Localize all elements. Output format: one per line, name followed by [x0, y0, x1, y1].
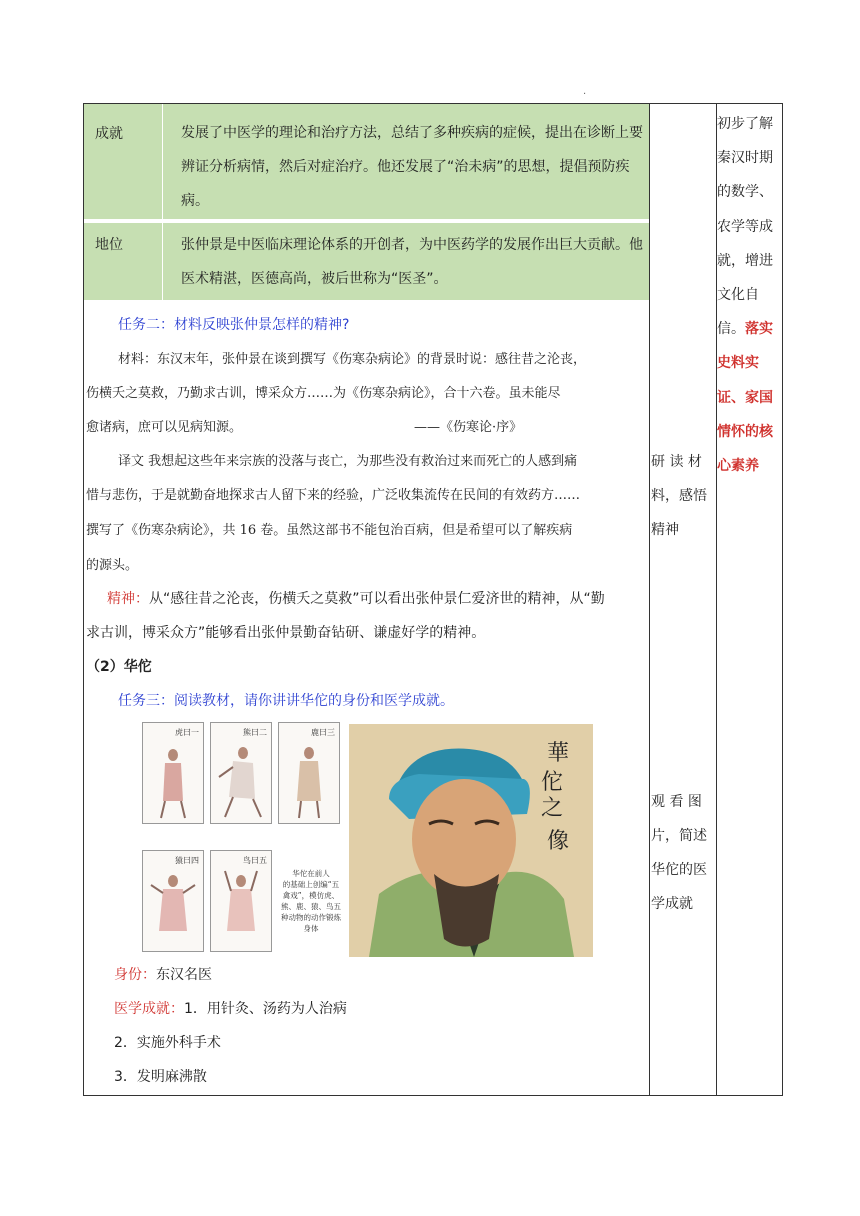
row-text: 张仲景是中医临床理论体系的开创者，为中医药学的发展作出巨大贡献。他医术精湛，医德高尚，被后世称为“医圣”。: [181, 237, 643, 287]
section-heading: （2）华佗: [86, 659, 152, 675]
figure-drawing: [143, 851, 203, 951]
activity-reading: [651, 445, 715, 547]
spirit-label: 精神：: [107, 591, 149, 607]
portrait-title-char: 佗之: [541, 770, 564, 821]
exercise-panel-bird: [210, 850, 272, 952]
achievement-item: 3．发明麻沸散: [114, 1069, 207, 1085]
info-row-achievement: [84, 104, 649, 223]
objective-highlight: 心素养: [717, 458, 759, 475]
activity-line: 华佗的医: [651, 862, 707, 878]
material-line: 材料：东汉末年，张仲景在谈到撰写《伤寒杂病论》的背景时说：感往昔之沦丧，: [118, 352, 587, 367]
figure-drawing: [143, 723, 203, 823]
task3-heading: 任务三：阅读教材，请你讲讲华佗的身份和医学成就。: [118, 693, 454, 709]
translation-line: 惜与悲伤，于是就勤奋地探求古人留下来的经验，广泛收集流传在民间的有效药方……: [86, 488, 581, 503]
activity-line: 研 读 材: [651, 454, 702, 470]
activity-line: 学成就: [651, 896, 693, 912]
panel-caption: 虎曰一: [175, 728, 199, 737]
objective-highlight: 证、家国: [717, 389, 773, 406]
cell-divider: [162, 104, 163, 219]
translation-line: 撰写了《伤寒杂病论》，共 16 卷。虽然这部书不能包治百病，但是希望可以了解疾病: [86, 523, 573, 538]
exercise-panel-tiger: [142, 722, 204, 824]
objective-highlight: 情怀的核: [717, 423, 773, 440]
panel-caption: 猿曰四: [175, 856, 199, 865]
caption-line: 身体: [303, 924, 319, 933]
activity-line: 精神: [651, 522, 679, 538]
material-line: 愈诸病，庶可以见病知源。: [86, 420, 243, 435]
info-row-status: [84, 223, 649, 304]
exercise-panel-bear: [210, 722, 272, 824]
objective-line: 初步了解: [717, 116, 773, 132]
header-dot: .: [583, 86, 587, 97]
translation-line: 的源头。: [86, 558, 139, 573]
portrait-title-char: 華: [547, 741, 570, 766]
achievement-item: 2．实施外科手术: [114, 1035, 221, 1051]
spirit-line: [107, 588, 605, 608]
activity-line: 片，简述: [651, 828, 707, 844]
objective-line: 农学等成: [717, 218, 773, 235]
objective-line: 就，增进: [717, 252, 773, 269]
objective-highlight: 史料实: [717, 355, 759, 372]
exercise-panel-monkey: [142, 850, 204, 952]
material-source: ——《伤寒论·序》: [414, 420, 523, 435]
objective-line: 文化自: [717, 287, 759, 304]
caption-line: 的基础上创编“五: [282, 880, 340, 889]
panel-caption: 鹿曰三: [311, 728, 335, 737]
objective-line: 的数学、: [717, 184, 773, 201]
identity-label: 身份：: [114, 967, 156, 983]
spirit-text: 从“感往昔之沦丧，伤横夭之莫救”可以看出张仲景仁爱济世的精神，从“勤: [149, 591, 605, 607]
identity-line: [114, 964, 212, 984]
exercise-panel-deer: [278, 722, 340, 824]
material-line: 伤横夭之莫救，乃勤求古训，博采众方……为《伤寒杂病论》，合十六卷。虽未能尽: [86, 386, 561, 401]
row-label: 地位: [95, 237, 123, 253]
spirit-line-2: 求古训，博采众方”能够看出张仲景勤奋钻研、谦虚好学的精神。: [86, 625, 486, 641]
caption-line: 种动物的动作锻炼: [281, 913, 341, 922]
caption-line: 禽戏”，模仿虎、: [282, 891, 340, 900]
panel-caption: 鸟曰五: [243, 856, 267, 865]
panel-caption: 熊曰二: [243, 728, 267, 737]
wuqinxi-figure: [138, 718, 348, 958]
main-column: [84, 104, 649, 1095]
cell-divider: [162, 223, 163, 300]
translation-line: 译文 我想起这些年来宗族的没落与丧亡，为那些没有救治过来而死亡的人感到痛: [118, 454, 578, 469]
objective-line: [717, 312, 784, 346]
achievement-line: [114, 998, 347, 1018]
task2-heading: 任务二：材料反映张仲景怎样的精神?: [118, 317, 350, 333]
figure-drawing: [211, 723, 271, 823]
caption-line: 华佗在前人: [292, 869, 330, 878]
lesson-table: [83, 103, 783, 1096]
activity-line: 料，感悟: [651, 488, 707, 504]
objective-text: 信。: [717, 321, 745, 338]
figure-drawing: [211, 851, 271, 951]
objective-line: 秦汉时期: [717, 150, 773, 167]
row-text: 发展了中医学的理论和治疗方法，总结了多种疾病的症候，提出在诊断上要辨证分析病情，然后对症治疗。他还发展了“治未病”的思想，提倡预防疾病。: [181, 125, 643, 209]
activity-viewing: [651, 785, 715, 921]
activity-line: 观 看 图: [651, 794, 702, 810]
achievement-item: 1．用针灸、汤药为人治病: [184, 1001, 347, 1017]
objective-column: [717, 107, 784, 483]
achievement-label: 医学成就：: [114, 1001, 184, 1017]
objective-highlight: 落实: [745, 321, 773, 338]
identity-value: 东汉名医: [156, 967, 212, 983]
row-label: 成就: [95, 126, 123, 142]
caption-line: 熊、鹿、猿、鸟五: [281, 902, 341, 911]
portrait-title-char: 像: [547, 829, 570, 854]
figure-caption: [278, 868, 344, 934]
column-divider: [649, 104, 650, 1095]
hua-tuo-portrait: [349, 724, 593, 957]
figure-drawing: [279, 723, 339, 823]
